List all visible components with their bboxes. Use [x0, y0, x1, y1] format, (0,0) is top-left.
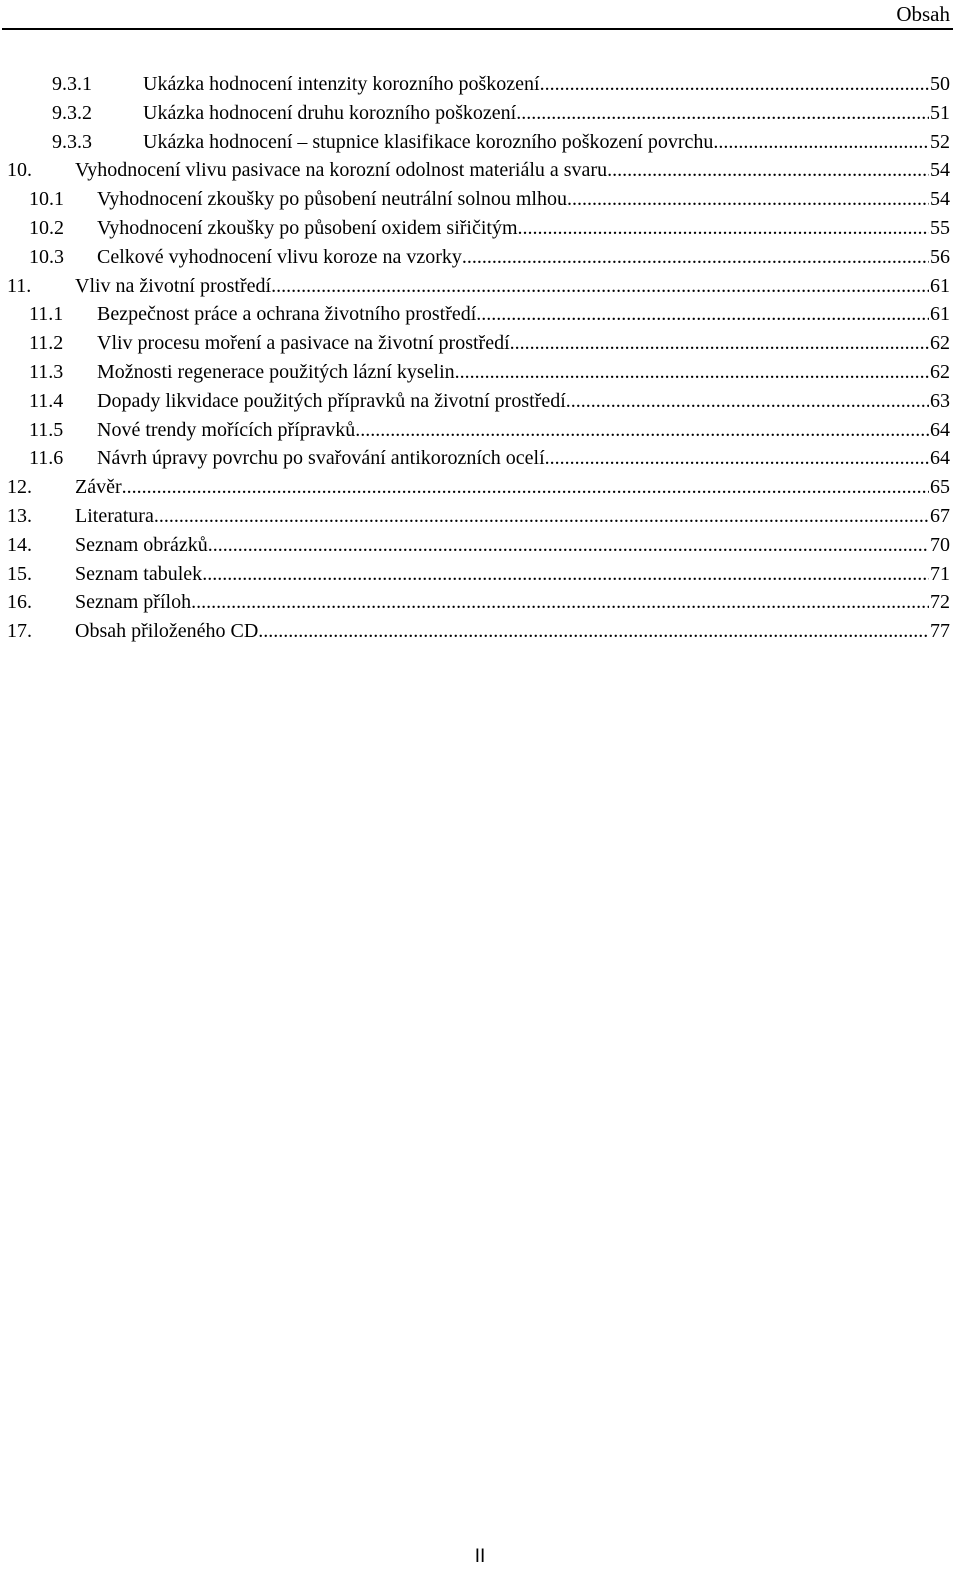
toc-entry-title[interactable]: Celkové vyhodnocení vlivu koroze na vzorky — [97, 243, 462, 271]
toc-entry-number: 11.2 — [29, 332, 64, 355]
toc-entry[interactable] — [0, 617, 960, 646]
toc-entry-title[interactable]: Bezpečnost práce a ochrana životního prostředí — [97, 300, 476, 328]
toc-entry-number: 11.6 — [29, 447, 64, 470]
toc-entry[interactable] — [0, 531, 960, 560]
toc-entry-page[interactable]: 61 — [930, 303, 950, 326]
toc-entry-number: 16. — [7, 591, 32, 614]
dot-leader — [271, 272, 929, 300]
toc-entry-title[interactable]: Možnosti regenerace použitých lázní kyselin — [97, 358, 455, 386]
toc-entry[interactable] — [0, 560, 960, 589]
toc-entry-title[interactable]: Vliv procesu moření a pasivace na životní prostředí — [97, 329, 510, 357]
dot-leader — [258, 617, 929, 645]
dot-leader — [518, 214, 929, 242]
toc-entry[interactable] — [0, 473, 960, 502]
toc-entry[interactable] — [0, 358, 960, 387]
toc-entry-number: 11.3 — [29, 360, 64, 383]
toc-entry-page[interactable]: 62 — [930, 332, 950, 355]
toc-entry-page[interactable]: 72 — [930, 591, 950, 614]
toc-entry-page[interactable]: 51 — [930, 101, 950, 124]
toc-entry-number: 10.2 — [29, 216, 64, 239]
dot-leader — [476, 300, 929, 328]
toc-entry[interactable] — [0, 128, 960, 157]
toc-entry[interactable] — [0, 272, 960, 301]
toc-entry-page[interactable]: 52 — [930, 130, 950, 153]
toc-entry-number: 15. — [7, 562, 32, 585]
toc-entry[interactable] — [0, 185, 960, 214]
dot-leader — [713, 128, 929, 156]
toc-entry[interactable] — [0, 329, 960, 358]
header-rule — [2, 28, 953, 30]
dot-leader — [545, 444, 929, 472]
toc-entry-title[interactable]: Vliv na životní prostředí — [75, 272, 271, 300]
toc-entry-number: 10. — [7, 159, 32, 182]
toc-entry-number: 9.3.2 — [52, 101, 92, 124]
toc-entry-number: 14. — [7, 533, 32, 556]
toc-entry[interactable] — [0, 243, 960, 272]
toc-entry-page[interactable]: 67 — [930, 504, 950, 527]
toc-entry-number: 11.5 — [29, 418, 64, 441]
toc-entry-page[interactable]: 54 — [930, 159, 950, 182]
toc-entry-title[interactable]: Seznam obrázků — [75, 531, 208, 559]
toc-entry-number: 11. — [7, 274, 32, 297]
toc-entry-page[interactable]: 62 — [930, 360, 950, 383]
dot-leader — [154, 502, 929, 530]
toc-entry-page[interactable]: 61 — [930, 274, 950, 297]
toc-entry-number: 11.1 — [29, 303, 64, 326]
dot-leader — [540, 70, 929, 98]
toc-entry-number: 10.1 — [29, 188, 64, 211]
toc-entry-page[interactable]: 71 — [930, 562, 950, 585]
dot-leader — [607, 156, 929, 184]
dot-leader — [208, 531, 929, 559]
toc-entry-page[interactable]: 65 — [930, 476, 950, 499]
toc-entry-title[interactable]: Literatura — [75, 502, 154, 530]
toc-entry-page[interactable]: 54 — [930, 188, 950, 211]
toc-entry[interactable] — [0, 156, 960, 185]
dot-leader — [122, 473, 929, 501]
dot-leader — [462, 243, 929, 271]
toc-entry-title[interactable]: Vyhodnocení vlivu pasivace na korozní odolnost materiálu a svaru — [75, 156, 607, 184]
toc-entry[interactable] — [0, 588, 960, 617]
table-of-contents — [0, 70, 960, 646]
toc-entry[interactable] — [0, 444, 960, 473]
toc-entry-page[interactable]: 50 — [930, 73, 950, 95]
toc-entry-title[interactable]: Nové trendy mořících přípravků — [97, 416, 355, 444]
toc-entry-number: 12. — [7, 476, 32, 499]
toc-entry-page[interactable]: 64 — [930, 447, 950, 470]
toc-entry-title[interactable]: Závěr — [75, 473, 122, 501]
toc-entry-number: 9.3.1 — [52, 73, 92, 95]
dot-leader — [191, 588, 929, 616]
toc-entry-page[interactable]: 56 — [930, 245, 950, 268]
toc-entry-title[interactable]: Seznam příloh — [75, 588, 191, 616]
toc-entry[interactable] — [0, 214, 960, 243]
toc-entry-page[interactable]: 64 — [930, 418, 950, 441]
toc-entry-title[interactable]: Seznam tabulek — [75, 560, 202, 588]
toc-entry-number: 10.3 — [29, 245, 64, 268]
toc-entry-page[interactable]: 70 — [930, 533, 950, 556]
toc-entry-number: 9.3.3 — [52, 130, 92, 153]
toc-entry-title[interactable]: Ukázka hodnocení – stupnice klasifikace korozního poškození povrchu — [143, 128, 713, 156]
running-header-title: Obsah — [896, 2, 950, 26]
toc-entry-title[interactable]: Vyhodnocení zkoušky po působení oxidem siřičitým — [97, 214, 518, 242]
toc-entry-title[interactable]: Ukázka hodnocení druhu korozního poškození — [143, 99, 516, 127]
toc-entry[interactable] — [0, 99, 960, 128]
toc-entry-title[interactable]: Dopady likvidace použitých přípravků na životní prostředí — [97, 387, 566, 415]
dot-leader — [516, 99, 929, 127]
toc-entry[interactable] — [0, 502, 960, 531]
page-number: II — [474, 1546, 486, 1567]
toc-entry[interactable] — [0, 416, 960, 445]
dot-leader — [566, 387, 929, 415]
toc-entry-page[interactable]: 77 — [930, 620, 950, 643]
toc-entry-title[interactable]: Návrh úpravy povrchu po svařování antikorozních ocelí — [97, 444, 545, 472]
toc-entry[interactable] — [0, 300, 960, 329]
dot-leader — [455, 358, 929, 386]
toc-entry-title[interactable]: Vyhodnocení zkoušky po působení neutrální solnou mlhou — [97, 185, 567, 213]
dot-leader — [202, 560, 929, 588]
dot-leader — [567, 185, 929, 213]
toc-entry-page[interactable]: 55 — [930, 216, 950, 239]
toc-entry-title[interactable]: Ukázka hodnocení intenzity korozního poškození — [143, 70, 540, 98]
toc-entry-title[interactable]: Obsah přiloženého CD — [75, 617, 258, 645]
toc-entry-page[interactable]: 63 — [930, 389, 950, 412]
dot-leader — [510, 329, 929, 357]
toc-entry[interactable] — [0, 387, 960, 416]
toc-entry-number: 11.4 — [29, 389, 64, 412]
toc-entry[interactable] — [0, 70, 960, 99]
toc-entry-number: 13. — [7, 504, 32, 527]
dot-leader — [355, 416, 929, 444]
toc-entry-number: 17. — [7, 620, 32, 643]
